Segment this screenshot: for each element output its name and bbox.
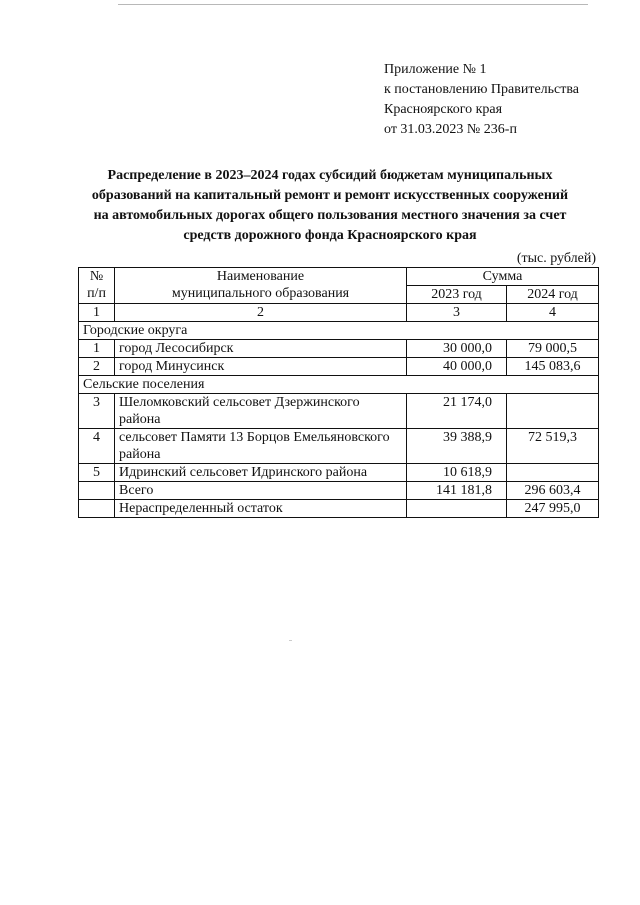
subsidy-table — [78, 267, 599, 518]
title-line-4: средств дорожного фонда Красноярского края — [183, 228, 477, 243]
row-num: 2 — [79, 358, 115, 376]
section-row-rural — [79, 376, 599, 394]
row-name: город Лесосибирск — [115, 340, 407, 358]
table-row — [79, 358, 599, 376]
remainder-2023 — [407, 500, 507, 518]
annex-line-1: Приложение № 1 — [384, 62, 487, 77]
row-2024 — [507, 394, 599, 429]
colnum-1: 1 — [79, 304, 115, 322]
header-num: № п/п — [79, 268, 115, 304]
colnum-2: 2 — [115, 304, 407, 322]
table-row — [79, 464, 599, 482]
annex-line-4: от 31.03.2023 № 236-п — [384, 122, 517, 137]
annex-line-2: к постановлению Правительства — [384, 82, 580, 97]
row-num: 1 — [79, 340, 115, 358]
row-name: сельсовет Памяти 13 Борцов Емельяновского района — [115, 429, 407, 464]
section-label: Сельские поселения — [79, 376, 599, 394]
row-num: 4 — [79, 429, 115, 464]
header-2023: 2023 год — [407, 286, 507, 304]
row-num: 3 — [79, 394, 115, 429]
annex-line-3: Красноярского края — [384, 102, 503, 117]
row-name: Шеломковский сельсовет Дзержинского района — [115, 394, 407, 429]
column-number-row — [79, 304, 599, 322]
section-label: Городские округа — [79, 322, 599, 340]
header-row-1 — [79, 268, 599, 286]
header-name: Наименование муниципального образования — [115, 268, 407, 304]
header-2024: 2024 год — [507, 286, 599, 304]
remainder-2024: 247 995,0 — [507, 500, 599, 518]
title-line-3: на автомобильных дорогах общего пользования местного значения за счет — [93, 208, 567, 223]
remainder-label: Нераспределенный остаток — [115, 500, 407, 518]
row-name: Идринский сельсовет Идринского района — [115, 464, 407, 482]
total-2023: 141 181,8 — [407, 482, 507, 500]
colnum-4: 4 — [507, 304, 599, 322]
row-num: 5 — [79, 464, 115, 482]
scan-edge-line — [118, 4, 588, 5]
total-2024: 296 603,4 — [507, 482, 599, 500]
row-2023: 30 000,0 — [407, 340, 507, 358]
remainder-num — [79, 500, 115, 518]
row-2024: 72 519,3 — [507, 429, 599, 464]
section-row-urban — [79, 322, 599, 340]
row-2023: 21 174,0 — [407, 394, 507, 429]
scan-speck — [289, 640, 292, 641]
table-row — [79, 394, 599, 429]
row-2024: 145 083,6 — [507, 358, 599, 376]
total-num — [79, 482, 115, 500]
table-row — [79, 429, 599, 464]
title-line-2: образований на капитальный ремонт и ремонт искусственных сооружений — [91, 188, 569, 203]
total-row — [79, 482, 599, 500]
document-title — [70, 166, 590, 246]
title-line-1: Распределение в 2023–2024 годах субсидий бюджетам муниципальных — [107, 168, 553, 183]
colnum-3: 3 — [407, 304, 507, 322]
unit-label: (тыс. рублей) — [516, 251, 596, 266]
table-row — [79, 340, 599, 358]
total-label: Всего — [115, 482, 407, 500]
row-2024: 79 000,5 — [507, 340, 599, 358]
row-2023: 39 388,9 — [407, 429, 507, 464]
row-2024 — [507, 464, 599, 482]
header-sum: Сумма — [407, 268, 599, 286]
remainder-row — [79, 500, 599, 518]
row-name: город Минусинск — [115, 358, 407, 376]
row-2023: 10 618,9 — [407, 464, 507, 482]
row-2023: 40 000,0 — [407, 358, 507, 376]
annex-block — [384, 60, 579, 140]
